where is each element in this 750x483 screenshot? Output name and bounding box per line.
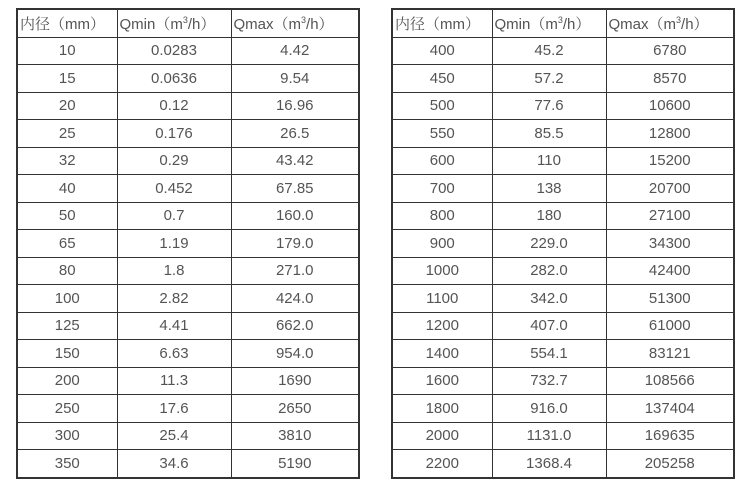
- table-row: [17, 422, 359, 450]
- table-row: [392, 422, 734, 450]
- qmax-label: Qmax（m: [608, 15, 677, 33]
- table-cell: 12800: [606, 120, 734, 148]
- table-cell: 32: [17, 147, 117, 175]
- header-row: [17, 9, 359, 37]
- table-row: [392, 395, 734, 423]
- table-cell: 17.6: [117, 395, 231, 423]
- table-row: [392, 120, 734, 148]
- table-row: [17, 312, 359, 340]
- table-cell: 229.0: [492, 230, 606, 258]
- superscript-3: 3: [301, 14, 307, 25]
- table-cell: 205258: [606, 450, 734, 478]
- table-cell: 57.2: [492, 65, 606, 93]
- table-row: [17, 257, 359, 285]
- table-row: [392, 450, 734, 478]
- flow-table-large-diameters: [391, 8, 735, 479]
- table-cell: 34300: [606, 230, 734, 258]
- qmax-unit: /h）: [681, 15, 709, 33]
- table-body: [17, 37, 359, 478]
- table-cell: 0.0283: [117, 37, 231, 65]
- table-cell: 1000: [392, 257, 492, 285]
- table-cell: 450: [392, 65, 492, 93]
- table-cell: 51300: [606, 285, 734, 313]
- table-cell: 26.5: [231, 120, 359, 148]
- table-cell: 67.85: [231, 175, 359, 203]
- table-row: [392, 285, 734, 313]
- table-cell: 916.0: [492, 395, 606, 423]
- table-body: [392, 37, 734, 478]
- table-cell: 1400: [392, 340, 492, 368]
- table-row: [392, 230, 734, 258]
- table-cell: 43.42: [231, 147, 359, 175]
- table-row: [392, 312, 734, 340]
- table-cell: 16.96: [231, 92, 359, 120]
- table-row: [392, 147, 734, 175]
- table-cell: 83121: [606, 340, 734, 368]
- table-cell: 271.0: [231, 257, 359, 285]
- table-cell: 11.3: [117, 367, 231, 395]
- table-cell: 137404: [606, 395, 734, 423]
- table-cell: 9.54: [231, 65, 359, 93]
- table-cell: 800: [392, 202, 492, 230]
- table-cell: 42400: [606, 257, 734, 285]
- flow-table-small-diameters: [16, 8, 360, 479]
- table-row: [17, 92, 359, 120]
- table-cell: 0.176: [117, 120, 231, 148]
- qmin-unit: /h）: [562, 15, 591, 33]
- table-cell: 662.0: [231, 312, 359, 340]
- table-cell: 27100: [606, 202, 734, 230]
- table-cell: 2.82: [117, 285, 231, 313]
- table-cell: 424.0: [231, 285, 359, 313]
- table-cell: 45.2: [492, 37, 606, 65]
- table-row: [17, 340, 359, 368]
- table-cell: 1.19: [117, 230, 231, 258]
- table-cell: 1100: [392, 285, 492, 313]
- table-cell: 1690: [231, 367, 359, 395]
- table-cell: 350: [17, 450, 117, 478]
- table-row: [17, 367, 359, 395]
- table-row: [392, 257, 734, 285]
- table-row: [17, 450, 359, 478]
- table-cell: 282.0: [492, 257, 606, 285]
- col-header-qmax: [606, 9, 734, 37]
- table-cell: 10: [17, 37, 117, 65]
- table-cell: 169635: [606, 422, 734, 450]
- table-cell: 125: [17, 312, 117, 340]
- table-cell: 10600: [606, 92, 734, 120]
- table-cell: 554.1: [492, 340, 606, 368]
- table-cell: 1131.0: [492, 422, 606, 450]
- table-cell: 4.41: [117, 312, 231, 340]
- table-cell: 85.5: [492, 120, 606, 148]
- table-cell: 15200: [606, 147, 734, 175]
- table-cell: 6780: [606, 37, 734, 65]
- superscript-3: 3: [557, 14, 563, 25]
- table-row: [17, 65, 359, 93]
- col-header-qmin: [492, 9, 606, 37]
- table-cell: 100: [17, 285, 117, 313]
- table-cell: 3810: [231, 422, 359, 450]
- table-cell: 77.6: [492, 92, 606, 120]
- table-cell: 600: [392, 147, 492, 175]
- table-cell: 1200: [392, 312, 492, 340]
- table-row: [17, 175, 359, 203]
- table-cell: 1800: [392, 395, 492, 423]
- table-row: [392, 202, 734, 230]
- table-cell: 900: [392, 230, 492, 258]
- table-cell: 50: [17, 202, 117, 230]
- table-cell: 80: [17, 257, 117, 285]
- table-row: [392, 65, 734, 93]
- table-cell: 1368.4: [492, 450, 606, 478]
- table-cell: 2650: [231, 395, 359, 423]
- table-cell: 4.42: [231, 37, 359, 65]
- table-cell: 500: [392, 92, 492, 120]
- table-cell: 110: [492, 147, 606, 175]
- table-cell: 34.6: [117, 450, 231, 478]
- table-cell: 8570: [606, 65, 734, 93]
- table-cell: 0.452: [117, 175, 231, 203]
- table-cell: 342.0: [492, 285, 606, 313]
- table-cell: 732.7: [492, 367, 606, 395]
- table-cell: 0.29: [117, 147, 231, 175]
- table-row: [17, 147, 359, 175]
- superscript-3: 3: [182, 14, 188, 25]
- table-cell: 5190: [231, 450, 359, 478]
- table-row: [392, 367, 734, 395]
- table-cell: 2200: [392, 450, 492, 478]
- qmin-label: Qmin（m: [494, 15, 558, 33]
- qmin-label: Qmin（m: [119, 15, 183, 33]
- table-cell: 1.8: [117, 257, 231, 285]
- table-cell: 40: [17, 175, 117, 203]
- table-cell: 0.7: [117, 202, 231, 230]
- table-row: [17, 285, 359, 313]
- table-cell: 550: [392, 120, 492, 148]
- table-row: [17, 202, 359, 230]
- col-header-qmin: [117, 9, 231, 37]
- table-row: [17, 120, 359, 148]
- table-cell: 0.12: [117, 92, 231, 120]
- table-row: [17, 37, 359, 65]
- table-cell: 25: [17, 120, 117, 148]
- table-cell: 20: [17, 92, 117, 120]
- table-cell: 954.0: [231, 340, 359, 368]
- table-cell: 108566: [606, 367, 734, 395]
- table-row: [17, 395, 359, 423]
- table-cell: 700: [392, 175, 492, 203]
- table-row: [392, 37, 734, 65]
- table-cell: 179.0: [231, 230, 359, 258]
- table-cell: 65: [17, 230, 117, 258]
- table-cell: 15: [17, 65, 117, 93]
- header-row: [392, 9, 734, 37]
- table-cell: 180: [492, 202, 606, 230]
- table-row: [392, 175, 734, 203]
- table-cell: 25.4: [117, 422, 231, 450]
- qmax-label: Qmax（m: [233, 15, 302, 33]
- col-header-diameter: 内径（mm）: [392, 9, 492, 37]
- table-cell: 160.0: [231, 202, 359, 230]
- col-header-qmax: [231, 9, 359, 37]
- table-cell: 1600: [392, 367, 492, 395]
- table-row: [17, 230, 359, 258]
- table-cell: 250: [17, 395, 117, 423]
- col-header-diameter: 内径（mm）: [17, 9, 117, 37]
- table-cell: 200: [17, 367, 117, 395]
- table-cell: 2000: [392, 422, 492, 450]
- table-cell: 6.63: [117, 340, 231, 368]
- superscript-3: 3: [676, 14, 682, 25]
- table-cell: 300: [17, 422, 117, 450]
- table-cell: 0.0636: [117, 65, 231, 93]
- table-cell: 150: [17, 340, 117, 368]
- table-row: [392, 340, 734, 368]
- table-cell: 138: [492, 175, 606, 203]
- table-cell: 20700: [606, 175, 734, 203]
- qmin-unit: /h）: [187, 15, 216, 33]
- qmax-unit: /h）: [306, 15, 334, 33]
- table-cell: 61000: [606, 312, 734, 340]
- table-cell: 407.0: [492, 312, 606, 340]
- table-cell: 400: [392, 37, 492, 65]
- table-row: [392, 92, 734, 120]
